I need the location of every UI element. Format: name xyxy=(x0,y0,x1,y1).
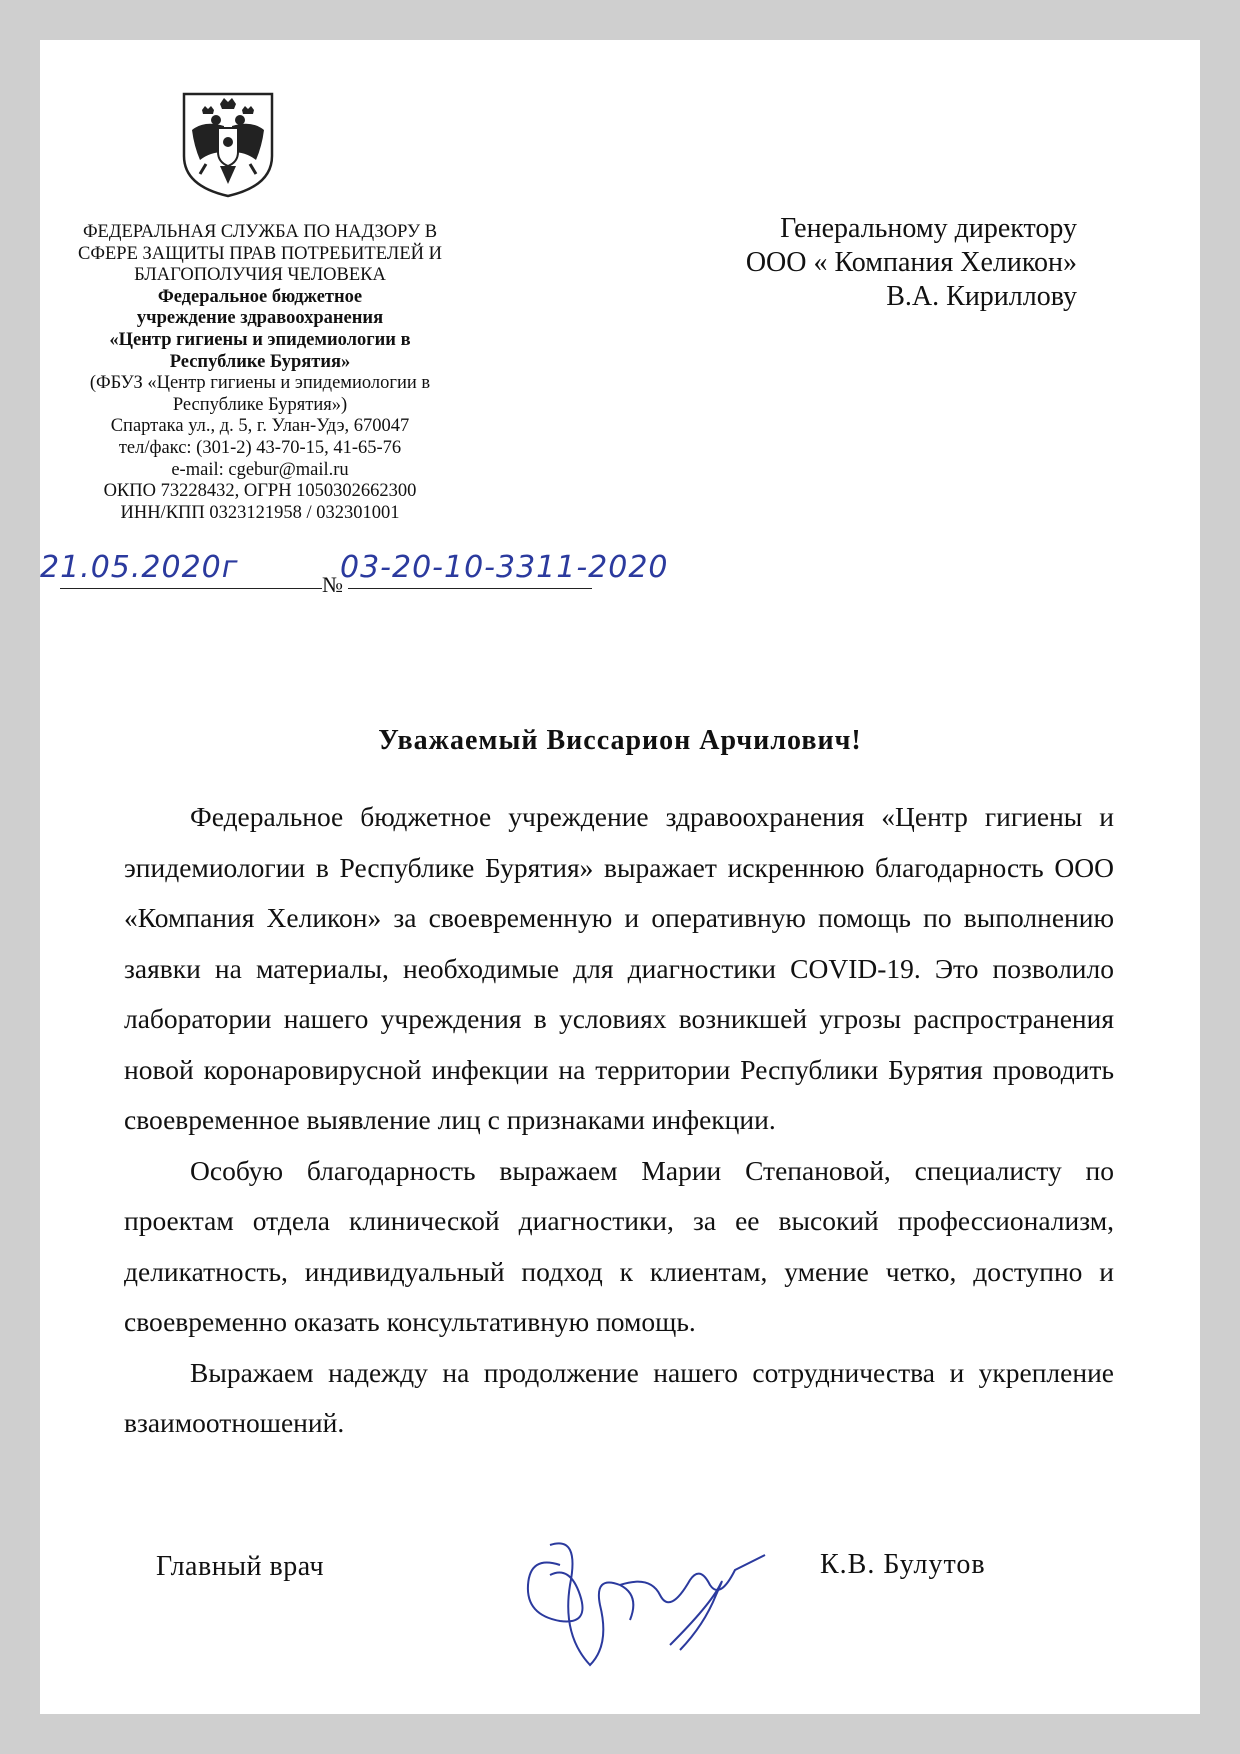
org-address: Спартака ул., д. 5, г. Улан-Удэ, 670047 xyxy=(110,416,410,437)
number-sign: № xyxy=(322,572,343,597)
recipient-line: В.А. Кириллову xyxy=(886,281,1077,312)
org-bold-line: Республике Бурятия» xyxy=(169,351,351,372)
signatory-name: К.В. Булутов xyxy=(820,1549,986,1580)
org-phone: тел/факс: (301-2) 43-70-15, 41-65-76 xyxy=(118,437,402,458)
salutation: Уважаемый Виссарион Арчилович! xyxy=(378,725,862,756)
signatory-title: Главный врач xyxy=(156,1551,325,1582)
recipient-line: Генеральному директору xyxy=(780,213,1077,244)
org-bold-line: учреждение здравоохранения xyxy=(136,308,384,329)
number-underline xyxy=(348,588,592,589)
coat-of-arms-icon xyxy=(180,90,276,200)
org-okpo-ogrn: ОКПО 73228432, ОГРН 1050302662300 xyxy=(103,481,417,502)
org-email: e-mail: cgebur@mail.ru xyxy=(171,459,349,480)
recipient-block xyxy=(746,212,1077,314)
org-line: ФЕДЕРАЛЬНАЯ СЛУЖБА ПО НАДЗОРУ В xyxy=(82,222,438,242)
registration-line xyxy=(40,550,669,600)
body-paragraph: Особую благодарность выражаем Марии Степановой, специалисту по проектам отдела клинической диагностики, за ее высокий профессионализм, деликатность, индивидуальный подход к клиентам, умение четко, доступно и своевременно оказать консультативную помощь. xyxy=(124,1154,1114,1337)
recipient-line: ООО « Компания Хеликон» xyxy=(745,247,1077,278)
handwritten-signature-icon xyxy=(520,1525,780,1675)
body-paragraph: Федеральное бюджетное учреждение здравоохранения «Центр гигиены и эпидемиологии в Республике Бурятия» выражает искреннюю благодарность ООО «Компания Хеликон» за своевременную и оперативную помощь по выполнению заявки на материалы, необходимые для диагностики COVID-19. Это позволило лаборатории нашего учреждения в условиях возникшей угрозы распространения новой коронаровирусной инфекции на территории Республики Бурятия проводить своевременное выявление лиц с признаками инфекции. xyxy=(124,801,1114,1135)
handwritten-number: 03-20-10-3311-2020 xyxy=(340,550,669,585)
letter-body xyxy=(124,792,1114,1449)
org-line: СФЕРЕ ЗАЩИТЫ ПРАВ ПОТРЕБИТЕЛЕЙ И xyxy=(78,243,442,264)
org-bold-line: Федеральное бюджетное xyxy=(157,286,363,307)
org-short-name-line: Республике Бурятия») xyxy=(172,394,348,415)
letter-page xyxy=(40,40,1200,1714)
sender-organization-block xyxy=(40,222,480,524)
org-inn-kpp: ИНН/КПП 0323121958 / 032301001 xyxy=(120,502,400,523)
handwritten-date: 21.05.2020г xyxy=(40,550,239,585)
org-line: БЛАГОПОЛУЧИЯ ЧЕЛОВЕКА xyxy=(134,265,386,286)
date-underline xyxy=(60,588,322,589)
signature-row xyxy=(40,1535,1200,1665)
org-bold-line: «Центр гигиены и эпидемиологии в xyxy=(109,329,411,350)
org-short-name-line: (ФБУЗ «Центр гигиены и эпидемиологии в xyxy=(89,373,431,394)
body-paragraph: Выражаем надежду на продолжение нашего сотрудничества и укрепление взаимоотношений. xyxy=(124,1356,1114,1438)
